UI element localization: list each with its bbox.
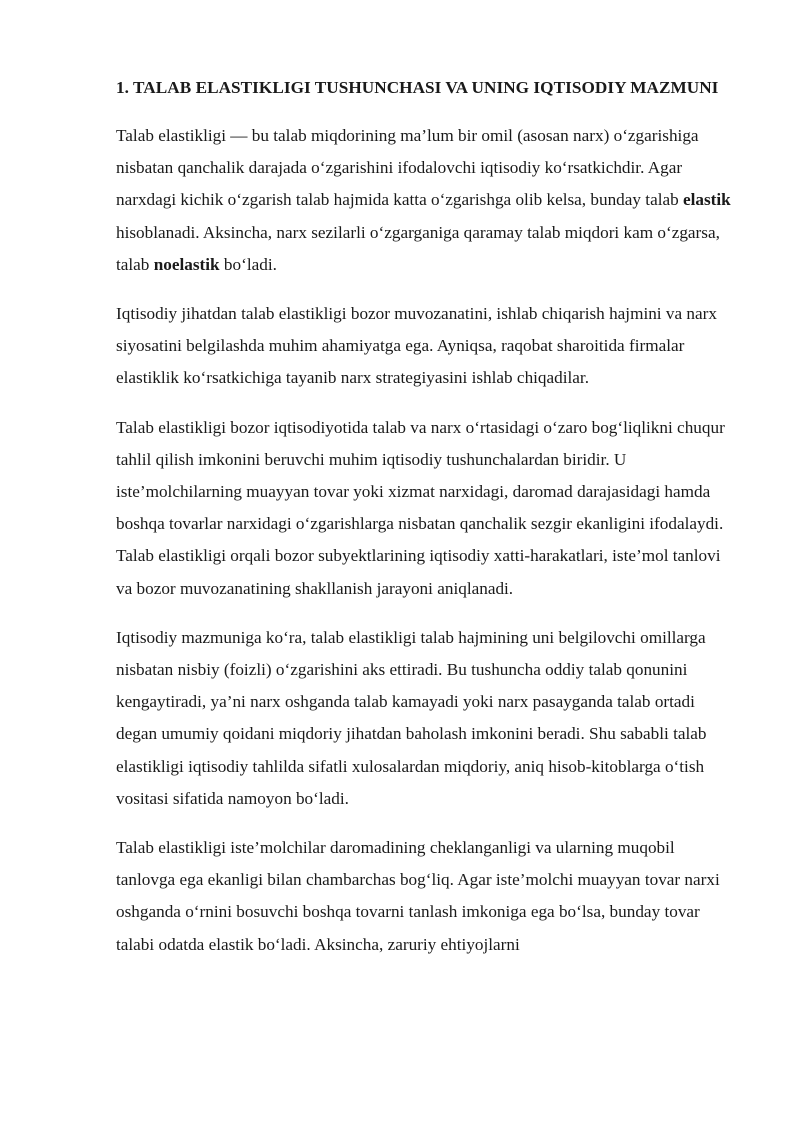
paragraph-text: Talab elastikligi — bu talab miqdorining ma’lum bir omil (asosan narx) o‘zgarishiga nisbatan qanchalik darajada o‘zgarishini ifodalovchi iqtisodiy ko‘rsatkichdir. Agar narxdagi kichik o‘zgarish talab hajmida katta o‘zgarishga olib kelsa, bunday talab — [116, 126, 699, 210]
term-inelastic: noelastik — [153, 254, 220, 274]
section-heading: 1. TALAB ELASTIKLIGI TUSHUNCHASI VA UNING IQTISODIY MAZMUNI — [116, 78, 719, 97]
paragraph-text: hisoblanadi. Aksincha, narx sezilarli o‘zgarganiga qaramay talab miqdori kam o‘zgarsa, talab — [116, 222, 720, 274]
paragraph-market-analysis: Talab elastikligi bozor iqtisodiyotida talab va narx o‘rtasidagi o‘zaro bog‘liqlikni chuqur tahlil qilish imkonini beruvchi muhim iqtisodiy tushunchalardan biridir. U iste’molchilarning muayyan tovar yoki xizmat narxidagi, daromad darajasidagi hamda boshqa tovarlar narxidagi o‘zgarishlarga nisbatan qanchalik sezgir ekanligini ifodalaydi. Talab elastikligi orqali bozor subyektlarining iqtisodiy xatti-harakatlari, iste’mol tanlovi va bozor muvozanatining shakllanish jarayoni aniqlanadi. — [116, 417, 725, 598]
paragraph-text: bo‘ladi. — [219, 254, 277, 274]
paragraph-definition — [116, 120, 732, 281]
paragraph-consumer-income: Talab elastikligi iste’molchilar daromadining cheklanganligi va ularning muqobil tanlovga ega ekanligi bilan chambarchas bog‘liq. Agar iste’molchi muayyan tovar narxi oshganda o‘rnini bosuvchi boshqa tovarni tanlash imkoniga ega bo‘lsa, bunday tovar talabi odatda elastik bo‘ladi. Aksincha, zaruriy ehtiyojlarni — [116, 838, 720, 954]
term-elastic: elastik — [683, 190, 731, 210]
paragraph-economic-importance: Iqtisodiy jihatdan talab elastikligi bozor muvozanatini, ishlab chiqarish hajmini va narx siyosatini belgilashda muhim ahamiyatga ega. Ayniqsa, raqobat sharoitida firmalar elastiklik ko‘rsatkichiga tayanib narx strategiyasini ishlab chiqadilar. — [116, 304, 717, 388]
paragraph-economic-content: Iqtisodiy mazmuniga ko‘ra, talab elastikligi talab hajmining uni belgilovchi omillarga nisbatan nisbiy (foizli) o‘zgarishini aks ettiradi. Bu tushuncha oddiy talab qonunini kengaytiradi, ya’ni narx oshganda talab kamayadi yoki narx pasayganda talab ortadi degan umumiy qoidani miqdoriy jihatdan baholash imkonini beradi. Shu sababli talab elastikligi iqtisodiy tahlilda sifatli xulosalardan miqdoriy, aniq hisob-kitoblarga o‘tish vositasi sifatida namoyon bo‘ladi. — [116, 627, 707, 808]
